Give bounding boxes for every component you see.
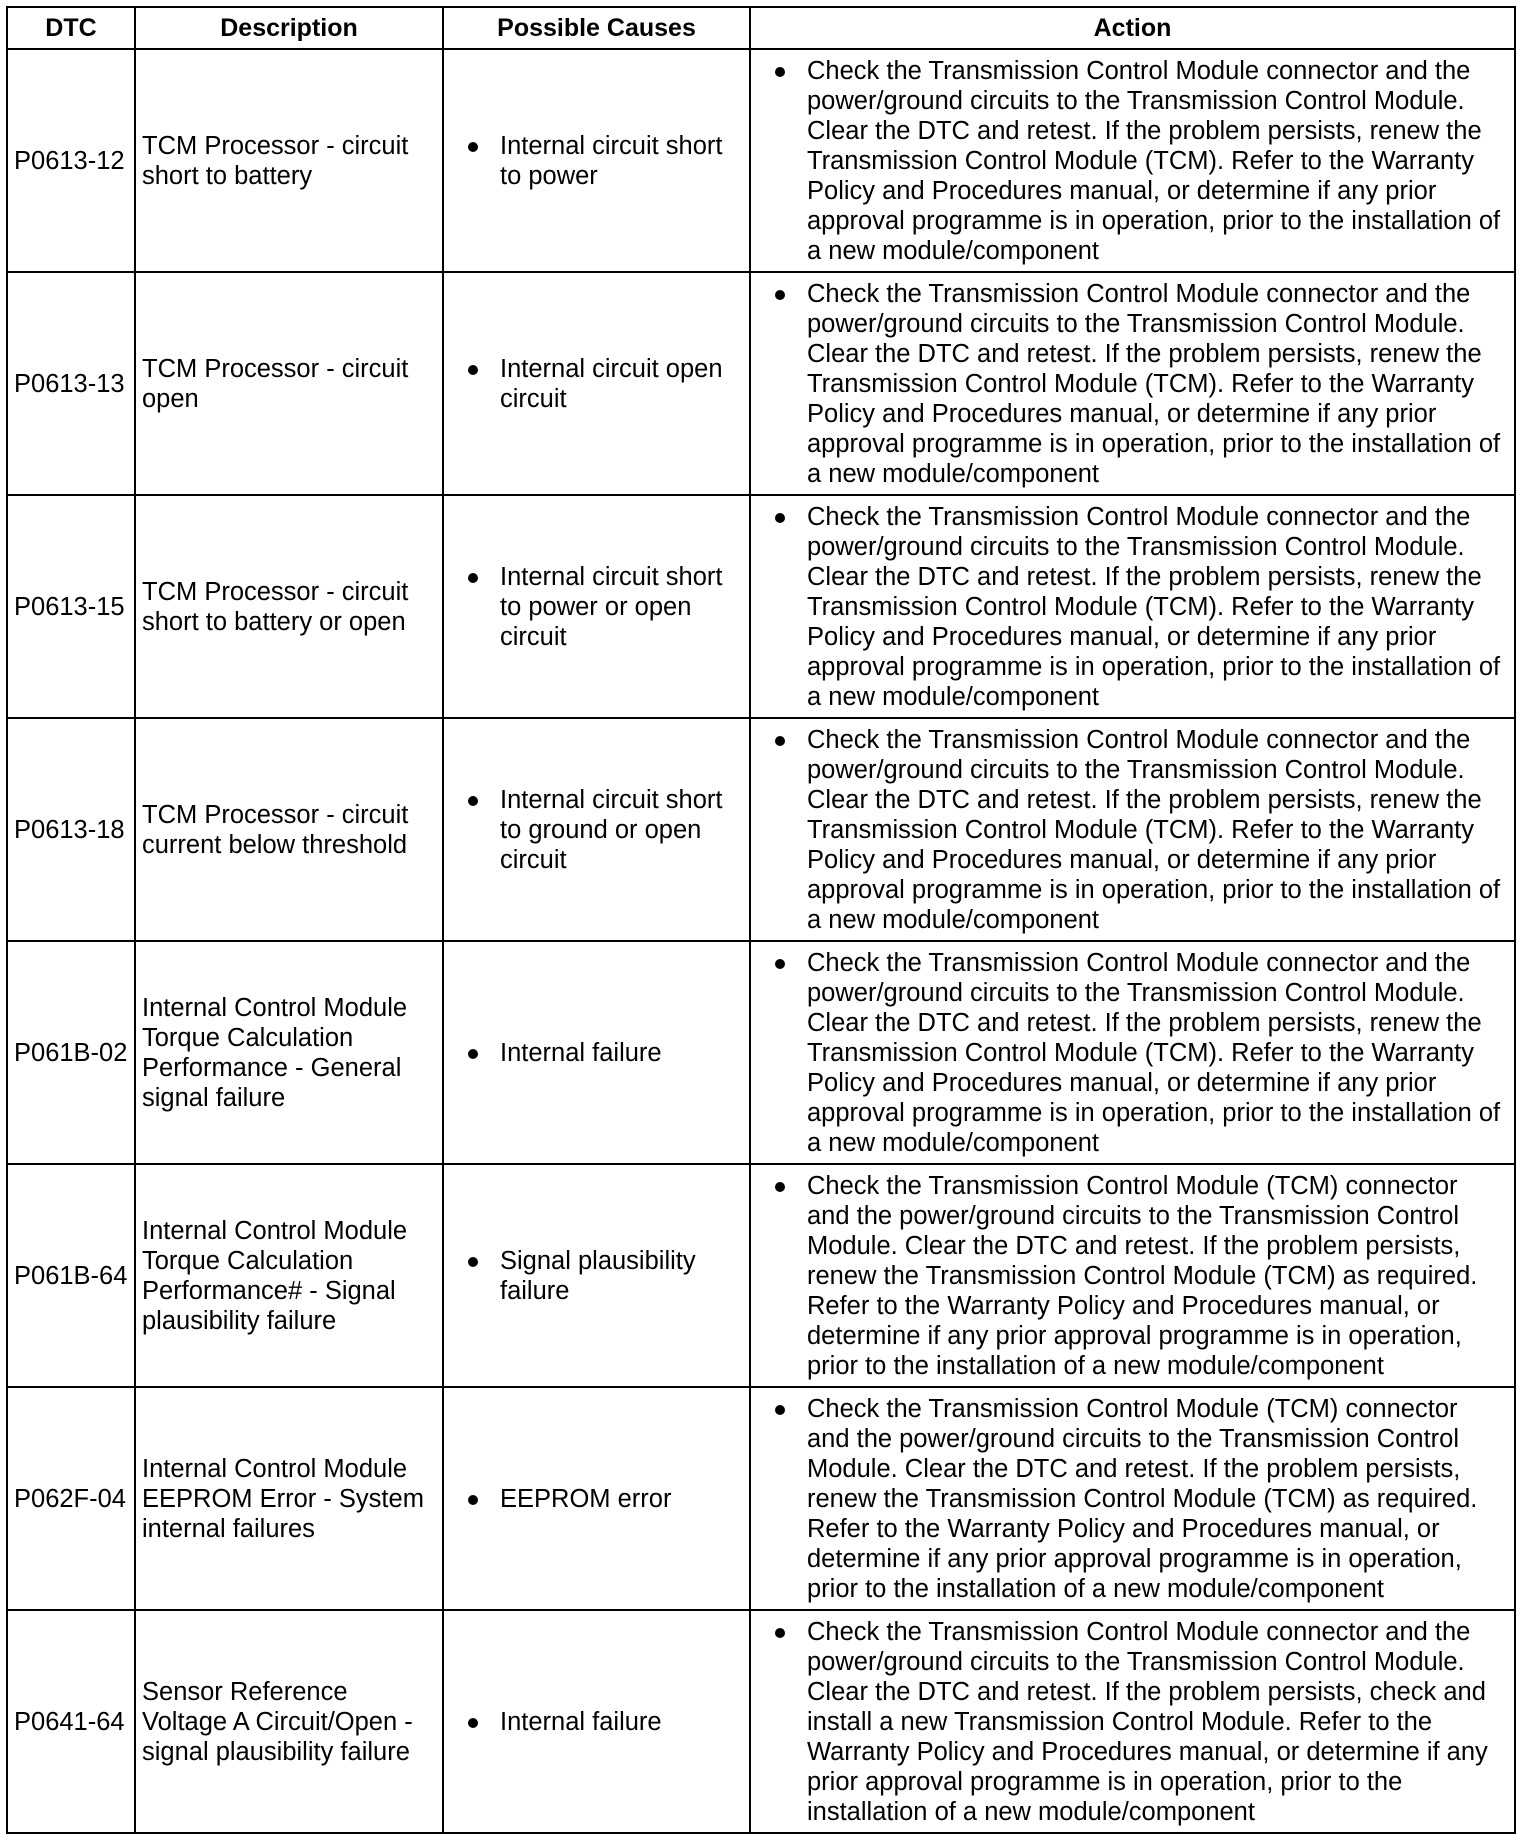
- possible-cause-cell: [443, 49, 750, 272]
- bullet-icon: [468, 365, 478, 375]
- cause-list-item: [444, 1246, 749, 1306]
- table-header: [7, 7, 1515, 49]
- dtc-code: P0613-13: [7, 272, 135, 495]
- action-text: Check the Transmission Control Module connector and the power/ground circuits to the Transmission Control Module. Clear the DTC and retest. If the problem persists, check and install a new Transmission Control Module. Refer to the Warranty Policy and Procedures manual, or determine if any prior approval programme is in operation, prior to the installation of a new module/component: [807, 1617, 1488, 1826]
- action-list-item: [751, 56, 1514, 266]
- cause-text: Internal failure: [500, 1707, 662, 1736]
- dtc-description: TCM Processor - circuit short to battery: [135, 49, 443, 272]
- bullet-icon: [468, 1257, 478, 1267]
- dtc-description: Internal Control Module Torque Calculation Performance - General signal failure: [135, 941, 443, 1164]
- possible-cause-cell: [443, 272, 750, 495]
- bullet-icon: [775, 959, 785, 969]
- table-row: [7, 1387, 1515, 1610]
- action-cell: [750, 1164, 1515, 1387]
- cause-text: Internal failure: [500, 1038, 662, 1067]
- header-row: [7, 7, 1515, 49]
- action-cell: [750, 1610, 1515, 1833]
- cause-list-item: [444, 131, 749, 191]
- bullet-icon: [468, 1718, 478, 1728]
- table-body: [7, 49, 1515, 1833]
- bullet-icon: [468, 142, 478, 152]
- action-list-item: [751, 725, 1514, 935]
- cause-list-item: [444, 785, 749, 875]
- cause-list-item: [444, 354, 749, 414]
- dtc-description: Sensor Reference Voltage A Circuit/Open - signal plausibility failure: [135, 1610, 443, 1833]
- cause-list-item: [444, 1707, 749, 1737]
- action-text: Check the Transmission Control Module connector and the power/ground circuits to the Transmission Control Module. Clear the DTC and retest. If the problem persists, renew the Transmission Control Module (TCM). Refer to the Warranty Policy and Procedures manual, or determine if any prior approval programme is in operation, prior to the installation of a new module/component: [807, 502, 1501, 711]
- header-dtc: DTC: [7, 7, 135, 49]
- action-text: Check the Transmission Control Module connector and the power/ground circuits to the Transmission Control Module. Clear the DTC and retest. If the problem persists, renew the Transmission Control Module (TCM). Refer to the Warranty Policy and Procedures manual, or determine if any prior approval programme is in operation, prior to the installation of a new module/component: [807, 279, 1501, 488]
- bullet-icon: [468, 796, 478, 806]
- action-cell: [750, 272, 1515, 495]
- action-cell: [750, 718, 1515, 941]
- possible-cause-cell: [443, 718, 750, 941]
- cause-text: Signal plausibility failure: [500, 1246, 696, 1305]
- bullet-icon: [775, 1405, 785, 1415]
- action-cell: [750, 495, 1515, 718]
- action-list-item: [751, 1617, 1514, 1827]
- bullet-icon: [775, 1628, 785, 1638]
- dtc-code: P0641-64: [7, 1610, 135, 1833]
- dtc-table: [6, 6, 1516, 1834]
- action-text: Check the Transmission Control Module connector and the power/ground circuits to the Transmission Control Module. Clear the DTC and retest. If the problem persists, renew the Transmission Control Module (TCM). Refer to the Warranty Policy and Procedures manual, or determine if any prior approval programme is in operation, prior to the installation of a new module/component: [807, 948, 1501, 1157]
- dtc-code: P061B-02: [7, 941, 135, 1164]
- cause-text: Internal circuit short to power or open circuit: [500, 562, 723, 651]
- possible-cause-cell: [443, 1610, 750, 1833]
- bullet-icon: [468, 1049, 478, 1059]
- possible-cause-cell: [443, 1164, 750, 1387]
- action-list-item: [751, 1171, 1514, 1381]
- action-cell: [750, 49, 1515, 272]
- table-row: [7, 941, 1515, 1164]
- action-list-item: [751, 502, 1514, 712]
- dtc-code: P0613-12: [7, 49, 135, 272]
- header-possible-causes: Possible Causes: [443, 7, 750, 49]
- action-list-item: [751, 1394, 1514, 1604]
- bullet-icon: [775, 1182, 785, 1192]
- cause-list-item: [444, 1484, 749, 1514]
- dtc-code: P0613-18: [7, 718, 135, 941]
- table-row: [7, 495, 1515, 718]
- header-description: Description: [135, 7, 443, 49]
- table-row: [7, 1610, 1515, 1833]
- bullet-icon: [775, 67, 785, 77]
- table-row: [7, 1164, 1515, 1387]
- bullet-icon: [468, 573, 478, 583]
- action-text: Check the Transmission Control Module connector and the power/ground circuits to the Transmission Control Module. Clear the DTC and retest. If the problem persists, renew the Transmission Control Module (TCM). Refer to the Warranty Policy and Procedures manual, or determine if any prior approval programme is in operation, prior to the installation of a new module/component: [807, 725, 1501, 934]
- action-cell: [750, 1387, 1515, 1610]
- dtc-description: TCM Processor - circuit open: [135, 272, 443, 495]
- bullet-icon: [468, 1495, 478, 1505]
- action-cell: [750, 941, 1515, 1164]
- header-action: Action: [750, 7, 1515, 49]
- cause-text: Internal circuit short to power: [500, 131, 723, 190]
- table-row: [7, 718, 1515, 941]
- possible-cause-cell: [443, 941, 750, 1164]
- dtc-description: TCM Processor - circuit current below threshold: [135, 718, 443, 941]
- table-row: [7, 49, 1515, 272]
- dtc-code: P0613-15: [7, 495, 135, 718]
- action-list-item: [751, 948, 1514, 1158]
- possible-cause-cell: [443, 495, 750, 718]
- action-text: Check the Transmission Control Module (TCM) connector and the power/ground circuits to the Transmission Control Module. Clear the DTC and retest. If the problem persists, renew the Transmission Control Module (TCM) as required. Refer to the Warranty Policy and Procedures manual, or determine if any prior approval programme is in operation, prior to the installation of a new module/component: [807, 1171, 1478, 1380]
- dtc-description: Internal Control Module EEPROM Error - System internal failures: [135, 1387, 443, 1610]
- bullet-icon: [775, 513, 785, 523]
- cause-text: EEPROM error: [500, 1484, 672, 1513]
- action-list-item: [751, 279, 1514, 489]
- action-text: Check the Transmission Control Module connector and the power/ground circuits to the Transmission Control Module. Clear the DTC and retest. If the problem persists, renew the Transmission Control Module (TCM). Refer to the Warranty Policy and Procedures manual, or determine if any prior approval programme is in operation, prior to the installation of a new module/component: [807, 56, 1501, 265]
- dtc-description: Internal Control Module Torque Calculation Performance# - Signal plausibility failure: [135, 1164, 443, 1387]
- bullet-icon: [775, 290, 785, 300]
- bullet-icon: [775, 736, 785, 746]
- cause-text: Internal circuit short to ground or open circuit: [500, 785, 723, 874]
- dtc-code: P062F-04: [7, 1387, 135, 1610]
- table-row: [7, 272, 1515, 495]
- possible-cause-cell: [443, 1387, 750, 1610]
- dtc-description: TCM Processor - circuit short to battery or open: [135, 495, 443, 718]
- action-text: Check the Transmission Control Module (TCM) connector and the power/ground circuits to the Transmission Control Module. Clear the DTC and retest. If the problem persists, renew the Transmission Control Module (TCM) as required. Refer to the Warranty Policy and Procedures manual, or determine if any prior approval programme is in operation, prior to the installation of a new module/component: [807, 1394, 1478, 1603]
- cause-list-item: [444, 562, 749, 652]
- cause-text: Internal circuit open circuit: [500, 354, 723, 413]
- cause-list-item: [444, 1038, 749, 1068]
- dtc-code: P061B-64: [7, 1164, 135, 1387]
